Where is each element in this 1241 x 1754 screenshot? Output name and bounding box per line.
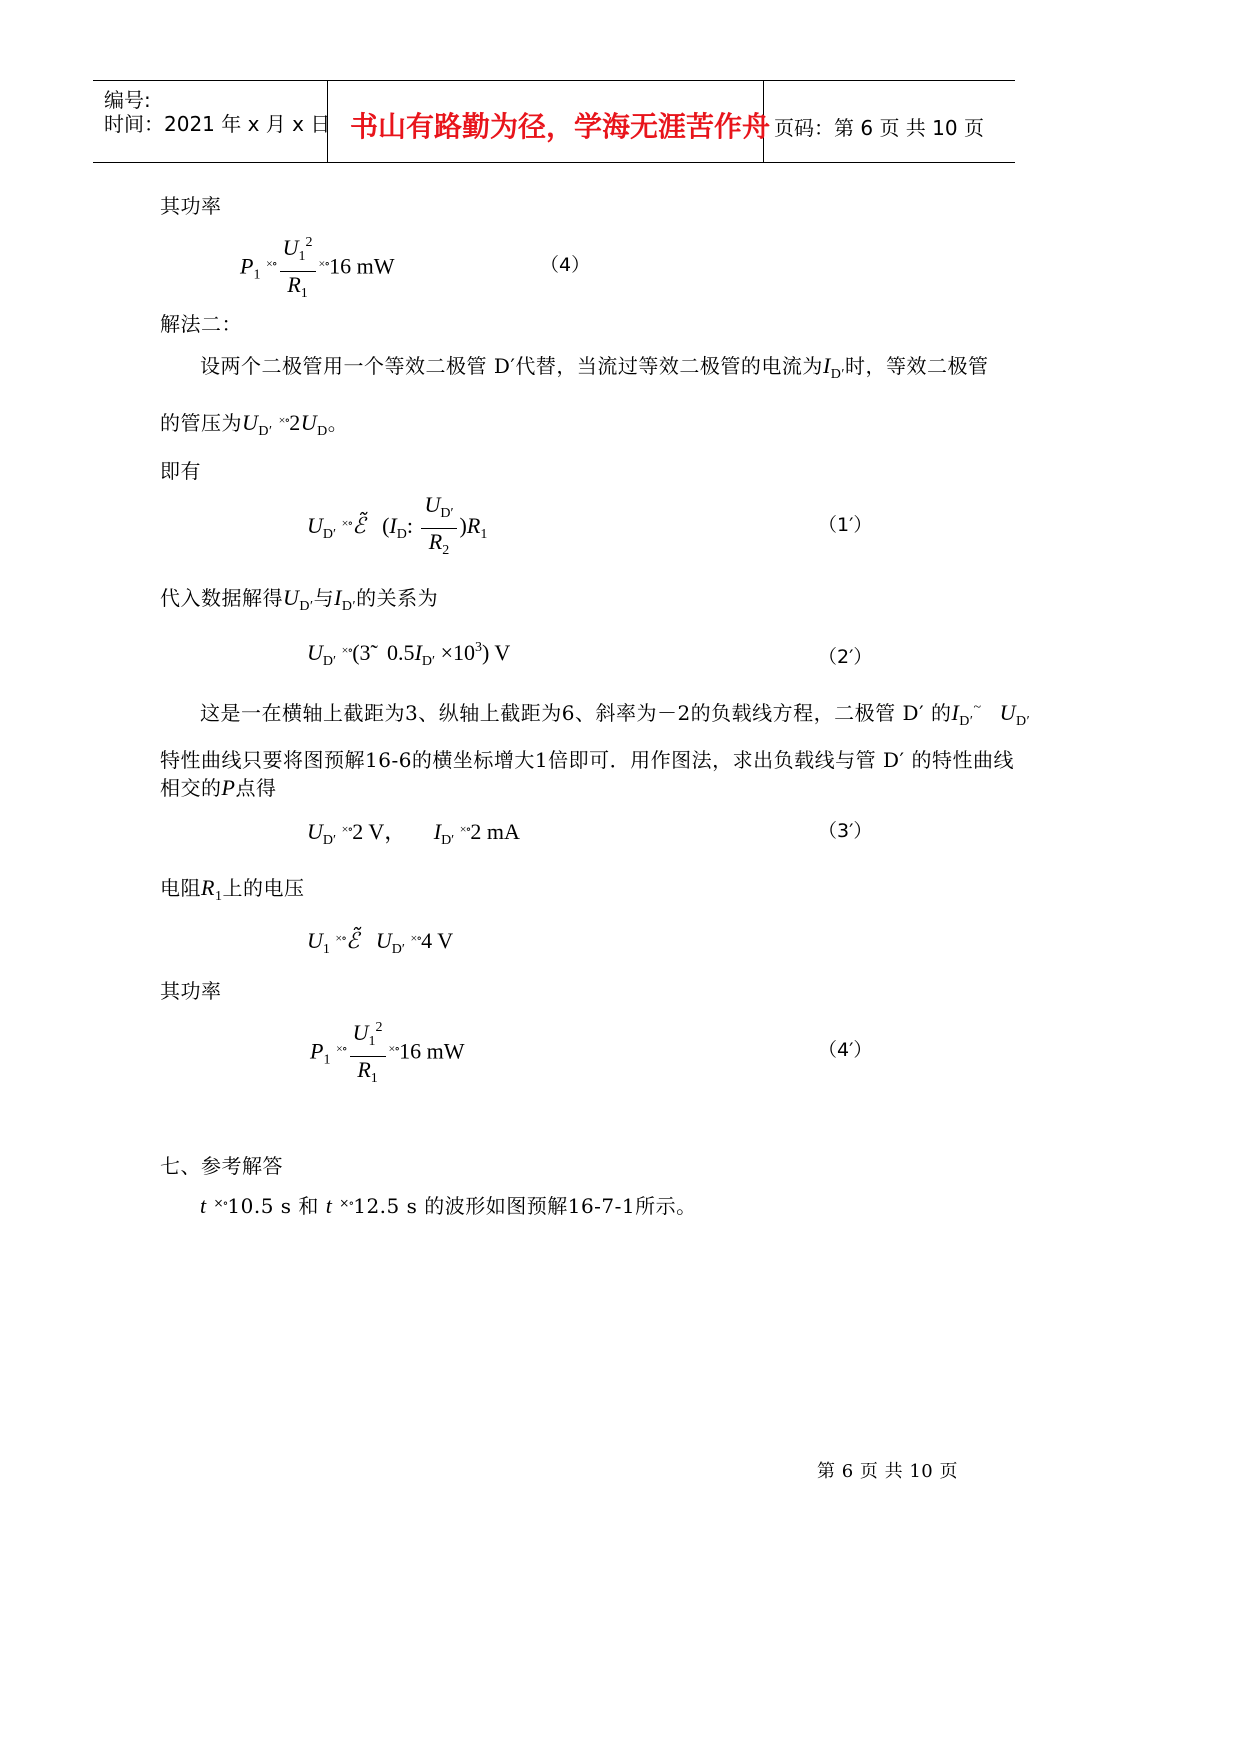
para2-line3: 相交的P点得 [160, 775, 277, 800]
header-top-rule [93, 80, 1015, 81]
para2-line1-text: 这是一在横轴上截距为3、纵轴上截距为6、斜率为－2的负载线方程，二极管 D′ 的 [200, 701, 952, 725]
section7-text: t ×∘10.5 s 和 t ×∘12.5 s 的波形如图预解16-7-1所示。 [200, 1193, 697, 1218]
header-motto: 书山有路勤为径，学海无涯苦作舟 [350, 110, 771, 143]
eq2-prime-number: （2′） [818, 646, 873, 668]
para2-line3-b: 点得 [235, 776, 277, 800]
para1-line1-b: 时，等效二极管 [844, 354, 989, 378]
eq4-number: （4） [540, 254, 591, 276]
para2-line2: 特性曲线只要将图预解16-6的横坐标增大1倍即可．用作图法，求出负载线与管 D′ 的特性曲线 [160, 748, 1014, 772]
header-page-code: 页码：第 6 页 共 10 页 [774, 116, 984, 140]
header-bottom-rule [93, 162, 1015, 163]
equation-u1: $U_1$ ×∘ℰ̃ $U_{D'}$ ×∘4 V [307, 928, 454, 957]
section7-text-a: 10.5 s 和 [227, 1194, 319, 1218]
header-number-label: 编号: [104, 88, 151, 112]
equation-2-prime: $U_{D'}$ ×∘(3̃ $0.5I_{D'} \times 10^3$) V [307, 640, 511, 669]
equation-4-prime: $P_1$ ×∘ $\frac{U_1^2}{R_1}$ ×∘16 mW [310, 1015, 465, 1092]
resistor-voltage-line: 电阻$R_1$上的电压 [160, 875, 305, 904]
fraction-ud-over-r2: $\frac{U_{D'}}{R_2}$ [421, 492, 456, 564]
eq1-prime-number: （1′） [818, 514, 873, 536]
section7-title: 七、参考解答 [160, 1154, 283, 1178]
substitute-line: 代入数据解得$U_{D'}$与$I_{D'}$的关系为 [160, 585, 439, 614]
fraction-u1sq-over-r1-2: $\frac{U_1^2}{R_1}$ [350, 1015, 386, 1092]
eq3-prime-number: （3′） [818, 820, 873, 842]
hence-label: 即有 [160, 459, 201, 483]
para1-line2: 的管压为$U_{D'}$ $^{\times\circ}2U_D$。 [160, 410, 349, 439]
para1-line1: 设两个二极管用一个等效二极管 D′代替，当流过等效二极管的电流为$I_{D'}$时，等效二极管 [200, 353, 989, 382]
eq4-prime-value: 16 mW [399, 1038, 465, 1064]
fraction-u1sq-over-r1: $\frac{U_1^2}{R_1}$ [280, 230, 316, 307]
para2-line3-a: 相交的 [160, 776, 222, 800]
equation-1-prime: $U_{D'}$ ×∘ℰ̃ ($I_D$: $\frac{U_{D'}}{R_2}$ )$R_1$ [307, 492, 487, 564]
power-label-1: 其功率 [160, 194, 222, 218]
footer-page-number: 第 6 页 共 10 页 [817, 1461, 958, 1482]
header-time-label: 时间：2021 年 x 月 x 日 [104, 112, 331, 136]
equation-3-prime: $U_{D'}$ ×∘2 V， $I_{D'}$ ×∘2 mA [307, 819, 520, 848]
eq4-prime-number: （4′） [818, 1039, 873, 1061]
substitute-a: 代入数据解得 [160, 586, 283, 610]
resistor-b: 上的电压 [222, 876, 305, 900]
substitute-c: 的关系为 [356, 586, 439, 610]
para1-line2-b: 。 [327, 411, 349, 435]
eq4-value: 16 mW [329, 253, 395, 279]
power-label-2: 其功率 [160, 979, 222, 1003]
method2-title: 解法二： [160, 312, 242, 336]
para2-line1: 这是一在横轴上截距为3、纵轴上截距为6、斜率为－2的负载线方程，二极管 D′ 的$I_{D'}^\sim$ $U_{D'}$ [200, 700, 1031, 729]
para1-line1-a: 设两个二极管用一个等效二极管 D′代替，当流过等效二极管的电流为 [200, 354, 823, 378]
section7-text-b: 12.5 s 的波形如图预解16-7-1所示。 [353, 1194, 697, 1218]
substitute-b: 与 [313, 586, 335, 610]
equation-4: $P_1$ ×∘ $\frac{U_1^2}{R_1}$ ×∘16 mW [240, 230, 395, 307]
para1-line2-a: 的管压为 [160, 411, 242, 435]
resistor-a: 电阻 [160, 876, 201, 900]
